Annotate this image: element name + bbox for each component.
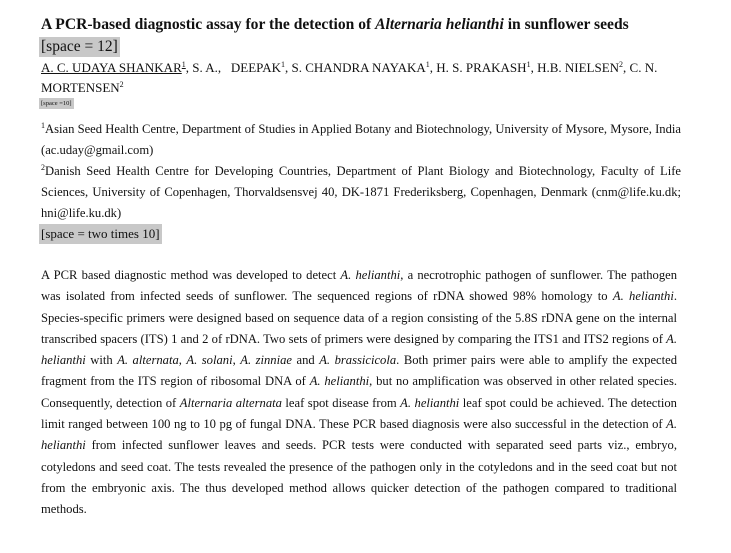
abstract-text: , [178, 353, 187, 368]
species-name: Alternaria alternata [179, 395, 282, 410]
space-mark-authors: [space =10] [41, 100, 72, 107]
species-name: A. zinniae [240, 353, 292, 368]
author-4: S. CHANDRA NAYAKA [291, 60, 426, 75]
title-suffix: in sunflower seeds [503, 16, 629, 33]
paper-title [41, 14, 721, 36]
species-name: A. helianthi [41, 417, 677, 453]
author-1-sup: 1 [181, 60, 186, 69]
author-6-sup: 2 [619, 60, 624, 69]
species-name: A. helianthi [400, 395, 460, 410]
affiliation-1-sup: 1 [41, 121, 45, 130]
author-list: A. C. UDAYA SHANKAR$^1$, S. A., DEEPAK$^1$, S. CHANDRA NAYAKA$^1$, H. S. PRAKASH$^1$, H.B. NIELSEN$^2$, C. N. MORTENSEN$^2$ [41, 60, 658, 95]
abstract-text: , [232, 353, 241, 368]
title-text: A PCR-based diagnostic assay for the detection of [41, 16, 376, 33]
species-name: A. helianthi [41, 331, 677, 368]
species-name: A. helianthi [612, 289, 674, 304]
author-5: H. S. PRAKASH [436, 60, 527, 75]
affiliation-2-text: Danish Seed Health Centre for Developing Countries, Department of Plant Biology and Biotechnology, Faculty of Life Sciences, University of Copenhagen, Thorvaldsensvej 40, DK-1871 Frederiksberg, Copenhagen, Denmark (cnm@life.ku.dk; hni@life.ku.dk) [41, 164, 681, 220]
species-name: A. helianthi [340, 268, 401, 282]
species-name: A. solani [186, 353, 233, 368]
author-1: A. C. UDAYA SHANKAR [41, 60, 182, 75]
species-name: A. helianthi [309, 374, 370, 389]
species-name: A. brassicicola [319, 353, 397, 368]
author-3: DEEPAK [230, 60, 281, 75]
affiliation-1 [41, 119, 681, 161]
author-7: C. N. MORTENSEN [41, 60, 658, 95]
author-3-sup: 1 [281, 60, 285, 69]
abstract-paragraph [41, 265, 677, 521]
abstract-text: with [85, 353, 118, 368]
author-7-sup: 2 [119, 80, 124, 89]
abstract-text: from infected sunflower leaves and seeds. PCR tests were conducted with separated seed parts viz., embryo, cotyledons and seed coat. The tests revealed the presence of the pathogen only in the cotyledons and in the seed coat but not from the embryonic axis. The thus developed method allows quicker detection of the pathogen compared to traditional methods. [41, 438, 677, 517]
affiliation-1-text: Asian Seed Health Centre, Department of Studies in Applied Botany and Biotechnology, University of Mysore, Mysore, India (ac.uday@gmail.com) [41, 122, 681, 157]
space-mark-title: [space = 12] [41, 38, 118, 55]
abstract-text: , a necrotrophic pathogen of sunflower. The pathogen was isolated from infected seeds of sunflower. The sequenced regions of rDNA showed 98% homology to [41, 268, 678, 304]
species-name: A. alternata [117, 353, 179, 368]
abstract-text: . Species-specific primers were designed based on sequence data of a region consisting of the 5.8S rDNA gene on the internal transcribed spacers (ITS) 1 and 2 of rDNA. Two sets of primers were designed by comparing the ITS1 and ITS2 regions of [41, 289, 677, 346]
abstract-text: A PCR based diagnostic method was developed to detect [41, 268, 341, 282]
author-4-sup: 1 [425, 60, 430, 69]
abstract-text: and [292, 353, 320, 368]
affiliation-2 [41, 161, 681, 224]
author-5-sup: 1 [526, 60, 531, 69]
title-species: Alternaria helianthi [375, 16, 504, 33]
abstract-text: leaf spot could be achieved. The detection limit ranged between 100 ng to 10 pg of fungal DNA. These PCR based diagnosis were also successful in the detection of [41, 395, 677, 432]
author-2: S. A., [192, 60, 222, 75]
author-6: H.B. NIELSEN [537, 60, 620, 75]
abstract-text: , but no amplification was observed in other related species. Consequently, detection of [41, 374, 677, 410]
space-mark-affiliations: [space = two times 10] [39, 224, 162, 244]
abstract-text: . Both primer pairs were able to amplify the expected fragment from the ITS region of ribosomal DNA of [41, 353, 678, 389]
abstract-text: leaf spot disease from [281, 395, 401, 410]
affiliation-2-sup: 2 [41, 163, 45, 172]
